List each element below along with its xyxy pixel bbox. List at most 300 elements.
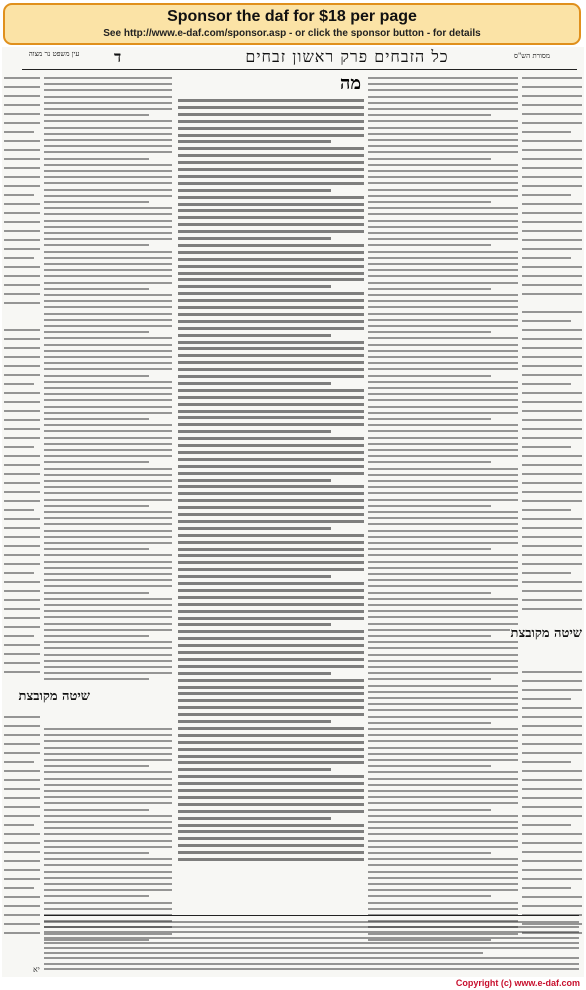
text-line [44,809,149,811]
text-line [178,306,364,309]
text-line [522,797,582,799]
text-line [522,500,582,502]
text-line [368,492,518,494]
text-line [368,778,518,780]
text-line [44,344,172,346]
text-line [44,833,172,835]
text-line [368,486,518,488]
text-line [44,753,172,755]
text-line [44,96,172,98]
text-line [44,931,579,933]
text-line [522,320,571,322]
text-line [522,239,582,241]
text-line [178,106,364,109]
text-line [178,589,364,592]
text-line [44,635,149,637]
text-line [368,827,518,829]
text-line [178,154,364,157]
text-line [178,292,364,295]
text-line [178,534,364,537]
text-line [178,755,364,758]
text-line [44,269,172,271]
text-line [44,585,172,587]
text-line [44,108,172,110]
text-line [4,806,40,808]
text-line [522,590,582,592]
text-line [368,616,518,618]
text-line [4,365,40,367]
text-line [44,747,172,749]
text-line [522,482,582,484]
text-line [368,672,518,674]
text-line [44,480,172,482]
text-line [522,131,571,133]
notes-rule [44,915,579,916]
sponsor-banner[interactable] [3,3,581,45]
text-line [4,716,40,718]
sponsor-title[interactable]: Sponsor the daf for $18 per page [167,8,417,25]
text-line [4,932,40,934]
text-line [178,554,364,557]
text-line [368,784,518,786]
text-line [368,151,518,153]
text-line [44,740,172,742]
text-line [178,727,364,730]
text-line [44,306,172,308]
text-line [368,759,518,761]
text-line [44,102,172,104]
text-line [178,672,331,675]
text-line [178,403,364,406]
text-line [44,598,172,600]
text-line [4,230,40,232]
text-line [178,706,364,709]
text-line [44,629,172,631]
text-line [522,707,582,709]
text-line [4,770,40,772]
text-line [44,889,172,891]
text-line [4,212,40,214]
text-line [522,203,582,205]
text-line [178,761,364,764]
text-line [368,598,518,600]
text-line [4,572,34,574]
text-line [44,399,172,401]
text-line [522,194,571,196]
running-head-right: מסורת הש"ס [514,52,551,60]
text-line [368,722,491,724]
text-line [178,603,364,606]
text-line [44,784,172,786]
text-line [44,554,172,556]
text-line [368,747,518,749]
text-line [44,120,172,122]
text-line [178,458,364,461]
folio-number: ד [114,48,122,66]
text-line [44,678,149,680]
text-line [178,789,364,792]
text-line [44,926,579,928]
text-line [4,167,40,169]
text-line [178,658,364,661]
text-line [368,145,518,147]
text-line [368,127,518,129]
text-line [368,654,518,656]
text-line [44,313,172,315]
text-line [44,492,172,494]
text-line [522,788,582,790]
text-line [44,406,172,408]
text-line [4,185,40,187]
text-line [368,629,518,631]
text-line [522,158,582,160]
text-line [368,703,518,705]
text-line [368,176,518,178]
text-line [368,139,518,141]
text-line [44,331,149,333]
text-line [44,486,172,488]
text-line [4,914,40,916]
text-line [44,942,579,944]
text-line [44,672,172,674]
text-line [368,424,518,426]
text-line [368,337,518,339]
text-line [44,654,172,656]
text-line [4,140,40,142]
text-line [178,203,364,206]
text-line [178,251,364,254]
text-line [4,464,40,466]
text-line [368,852,491,854]
text-line [368,734,518,736]
text-line [44,623,172,625]
text-line [4,473,40,475]
text-line [4,131,34,133]
text-line [368,207,518,209]
text-line [368,505,491,507]
text-line [44,666,172,668]
text-line [44,362,172,364]
text-line [4,590,40,592]
text-line [178,768,331,771]
text-line [178,430,331,433]
text-line [368,226,518,228]
text-line [522,446,571,448]
text-line [178,686,364,689]
text-line [522,680,582,682]
text-line [368,796,518,798]
text-line [178,699,364,702]
text-line [44,325,172,327]
text-line [44,412,172,414]
text-line [368,430,518,432]
text-line [44,443,172,445]
text-line [368,517,518,519]
text-line [522,608,582,610]
text-line [4,446,34,448]
text-line [178,216,364,219]
text-line [368,685,518,687]
text-line [44,802,172,804]
text-line [522,365,582,367]
text-line [368,523,518,525]
text-line [44,238,172,240]
text-line [368,412,518,414]
text-line [44,455,172,457]
text-line [178,858,364,861]
text-line [522,338,582,340]
text-line [368,864,518,866]
text-line [522,167,582,169]
text-line [522,518,582,520]
text-line [44,542,172,544]
text-line [4,581,40,583]
text-line [522,581,582,583]
text-line [368,238,518,240]
text-line [4,518,40,520]
text-line [368,765,491,767]
text-line [368,895,491,897]
text-line [178,810,364,813]
text-line [44,133,172,135]
text-line [178,196,364,199]
text-line [44,530,172,532]
text-line [4,536,40,538]
text-line [44,765,149,767]
text-line [178,299,364,302]
text-line [4,437,40,439]
text-line [522,806,582,808]
text-line [178,499,364,502]
text-line [368,350,518,352]
text-line [44,145,172,147]
text-line [4,851,40,853]
text-line [368,306,518,308]
text-line [522,410,582,412]
text-line [44,263,172,265]
text-line [522,842,582,844]
text-line [178,168,364,171]
text-line [44,517,172,519]
text-line [178,113,364,116]
sponsor-subtitle[interactable]: See http://www.e-daf.com/sponsor.asp - or click the sponsor button - for details [103,28,481,39]
text-line [178,713,364,716]
text-line [368,635,491,637]
text-line [4,779,40,781]
text-line [4,383,34,385]
text-line [368,840,518,842]
text-line [4,77,40,79]
text-line [368,790,518,792]
text-line [522,293,582,295]
text-line [4,176,40,178]
text-line [178,127,364,130]
text-line [368,269,518,271]
text-line [368,666,518,668]
text-line [368,821,518,823]
text-line [522,356,582,358]
text-line [44,895,149,897]
text-line [178,561,364,564]
text-line [368,344,518,346]
copyright-link[interactable]: Copyright (c) www.e-daf.com [455,978,580,988]
text-line [368,449,518,451]
text-line [368,108,518,110]
text-line [178,575,331,578]
text-line [44,815,172,817]
text-line [44,201,149,203]
text-line [178,410,364,413]
text-line [522,104,582,106]
text-line [522,230,582,232]
text-line [4,194,34,196]
text-line [368,833,518,835]
text-line [368,877,518,879]
text-line [44,232,172,234]
text-line [178,665,364,668]
text-line [522,860,582,862]
text-line [44,821,172,823]
text-line [368,362,518,364]
text-line [4,869,40,871]
text-line [44,226,172,228]
commentary-column-left [44,73,172,943]
text-line [368,158,491,160]
text-line [44,288,149,290]
text-line [368,567,518,569]
text-line [44,728,172,730]
text-line [522,383,571,385]
text-line [522,95,582,97]
text-line [522,599,582,601]
text-line [522,419,582,421]
text-line [368,300,518,302]
text-line [4,887,34,889]
text-line [44,275,172,277]
text-line [4,797,40,799]
text-line [368,716,518,718]
text-line [178,803,364,806]
text-line [178,99,364,102]
text-line [4,662,40,664]
text-line [4,617,40,619]
text-line [522,770,582,772]
text-line [44,957,579,959]
text-line [368,263,518,265]
text-line [522,311,582,313]
text-line [44,610,172,612]
text-line [178,444,364,447]
text-line [4,122,40,124]
text-line [4,923,40,925]
running-head-center: כל הזבחים פרק ראשון זבחים [245,47,449,66]
text-line [44,151,172,153]
text-line [4,410,40,412]
text-line [44,430,172,432]
text-line [368,802,518,804]
text-line [44,468,172,470]
text-line [368,889,518,891]
text-line [44,548,149,550]
text-line [44,778,172,780]
gemara-column [178,73,364,863]
text-line [368,102,518,104]
text-line [4,734,40,736]
text-line [178,796,364,799]
text-line [44,796,172,798]
text-line [4,275,40,277]
text-line [178,748,364,751]
text-line [4,293,40,295]
text-line [368,288,491,290]
text-line [522,905,582,907]
text-line [368,83,518,85]
text-line [44,139,172,141]
text-line [4,905,40,907]
text-line [368,313,518,315]
header-rule [22,69,577,70]
text-line [178,506,364,509]
text-line [178,610,364,613]
text-line [178,679,364,682]
text-line [368,561,518,563]
text-line [4,266,40,268]
text-line [44,827,172,829]
text-line [368,902,518,904]
text-line [368,660,518,662]
text-line [368,282,518,284]
text-line [44,499,172,501]
text-line [368,709,518,711]
text-line [178,734,364,737]
text-line [178,140,331,143]
text-line [44,182,172,184]
text-line [522,527,582,529]
text-line [522,401,582,403]
text-line [368,251,518,253]
text-line [44,592,149,594]
text-line [4,86,40,88]
text-line [368,573,518,575]
text-line [178,244,364,247]
text-line [178,327,364,330]
text-line [368,294,518,296]
text-line [44,968,579,970]
text-line [4,500,40,502]
text-line [522,563,582,565]
text-line [4,833,40,835]
text-line [44,864,172,866]
text-line [4,455,40,457]
text-line [4,95,40,97]
text-line [522,779,582,781]
text-line [368,325,518,327]
text-line [178,354,364,357]
rashi-column [368,73,518,943]
text-line [178,485,364,488]
text-line [178,368,364,371]
text-line [44,257,172,259]
text-line [368,96,518,98]
text-line [44,220,172,222]
text-line [44,523,172,525]
text-line [44,840,172,842]
running-head-left: עין משפט נר מצוה [28,50,80,58]
text-line [178,692,364,695]
text-line [368,771,518,773]
text-line [368,213,518,215]
text-line [368,77,518,79]
